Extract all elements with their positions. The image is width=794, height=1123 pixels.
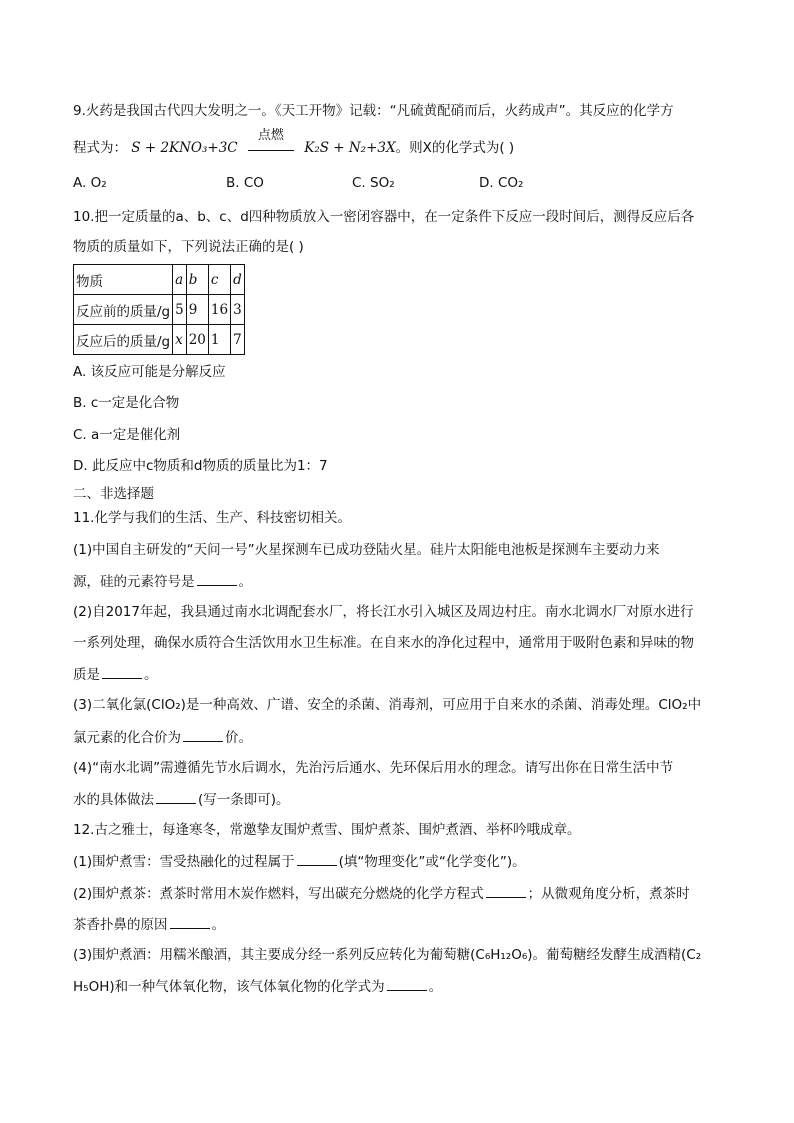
answer-blank[interactable]: [156, 789, 196, 804]
q9-equation-right: K₂S + N₂+3X: [304, 140, 396, 156]
q11-part4-line1: (4)“南水北调”需遵循先节水后调水，先治污后通水、先环保后用水的理念。请写出你在日常生活中节: [73, 760, 674, 776]
q11-part1-text: 源，硅的元素符号是: [73, 574, 195, 590]
q12-intro: 12.古之雅士，每逢寒冬，常邀挚友围炉煮雪、围炉煮茶、围炉煮酒、举杯吟哦成章。: [73, 822, 581, 838]
table-header-cell: d: [231, 265, 245, 295]
q10-option-a[interactable]: A. 该反应可能是分解反应: [73, 364, 226, 380]
q12-part2-line2: [73, 914, 225, 935]
q12-part2-text2: 茶香扑鼻的原因: [73, 917, 168, 933]
answer-blank[interactable]: [486, 883, 526, 898]
q12-part2-text: (2)围炉煮茶：煮茶时常用木炭作燃料，写出碳充分燃烧的化学方程式: [73, 886, 484, 902]
answer-blank[interactable]: [297, 851, 337, 866]
q12-part1-end: (填“物理变化”或“化学变化”)。: [338, 854, 526, 870]
answer-blank[interactable]: [197, 571, 237, 586]
section-title: 二、非选择题: [73, 486, 154, 502]
q11-part3-line1: (3)二氧化氯(ClO₂)是一种高效、广谱、安全的杀菌、消毒剂，可应用于自来水的杀菌、消毒处理。ClO₂中: [73, 697, 702, 713]
q11-part3-text: 氯元素的化合价为: [73, 730, 181, 746]
q10-line2: 物质的质量如下，下列说法正确的是( ): [73, 239, 304, 255]
q12-part2-line1: [73, 883, 690, 904]
q12-part3-line2: [73, 976, 442, 997]
q9-equation-left: S + 2KNO₃+3C: [131, 140, 238, 156]
q12-part2-end: 。: [211, 917, 225, 933]
reaction-bar: [248, 150, 294, 151]
table-cell: 3: [231, 295, 245, 325]
reaction-condition-arrow: [248, 128, 294, 158]
q9-option-d[interactable]: D. CO₂: [479, 175, 524, 191]
table-row: [74, 295, 245, 325]
q11-part2-end: 。: [144, 667, 158, 683]
q9-line2-suffix: 。则X的化学式为( ): [395, 140, 515, 156]
q12-part2-mid: ；从微观角度分析，煮茶时: [527, 886, 690, 902]
answer-blank[interactable]: [387, 976, 427, 991]
table-cell: 1: [208, 325, 230, 355]
table-row: [74, 325, 245, 355]
reaction-condition: 点燃: [257, 128, 284, 143]
table-cell: 16: [208, 295, 230, 325]
answer-blank[interactable]: [102, 664, 142, 679]
table-cell: x: [173, 325, 187, 355]
table-cell: 5: [173, 295, 187, 325]
answer-blank[interactable]: [183, 727, 223, 742]
q9-line1: 9.火药是我国古代四大发明之一。《天工开物》记载：“凡硫黄配硝而后，火药成声”。其反应的化学方: [73, 103, 674, 119]
table-cell: 20: [186, 325, 208, 355]
q12-part3-end: 。: [428, 979, 443, 995]
table-cell: 反应前的质量/g: [74, 295, 173, 325]
q12-part1: [73, 851, 526, 872]
q11-part3-line2: [73, 727, 252, 748]
table-header-row: [74, 265, 245, 295]
table-header-cell: b: [186, 265, 208, 295]
q9-option-c[interactable]: C. SO₂: [352, 175, 395, 191]
q10-line1: 10.把一定质量的a、b、c、d四种物质放入一密闭容器中，在一定条件下反应一段时间后，测得反应后各: [73, 209, 695, 225]
q10-option-c[interactable]: C. a一定是催化剂: [73, 427, 181, 443]
q11-part3-end: 价。: [225, 730, 252, 746]
q12-part3-text: H₅OH)和一种气体氧化物，该气体氧化物的化学式为: [73, 979, 385, 995]
q12-part1-text: (1)围炉煮雪：雪受热融化的过程属于: [73, 854, 295, 870]
answer-blank[interactable]: [170, 914, 210, 929]
q10-option-b[interactable]: B. c一定是化合物: [73, 395, 180, 411]
q9-line2: [73, 128, 515, 158]
q9-option-b[interactable]: B. CO: [226, 175, 264, 191]
q11-part1-end: 。: [238, 574, 252, 590]
q10-mass-table: [73, 264, 245, 355]
q11-part4-line2: [73, 789, 290, 810]
table-header-cell: 物质: [74, 265, 173, 295]
q11-part2-text: 质是: [73, 667, 100, 683]
q11-part1-line1: (1)中国自主研发的“天问一号”火星探测车已成功登陆火星。硅片太阳能电池板是探测车主要动力来: [73, 542, 660, 558]
q11-part4-text: 水的具体做法: [73, 792, 154, 808]
q10-option-d[interactable]: D. 此反应中c物质和d物质的质量比为1：7: [73, 458, 328, 474]
table-cell: 反应后的质量/g: [74, 325, 173, 355]
table-cell: 9: [186, 295, 208, 325]
q11-part1-line2: [73, 571, 252, 592]
q9-option-a[interactable]: A. O₂: [73, 175, 107, 191]
table-header-cell: a: [173, 265, 187, 295]
q9-line2-prefix: 程式为：: [73, 140, 127, 156]
table-cell: 7: [231, 325, 245, 355]
q11-part2-line1: (2)自2017年起，我县通过南水北调配套水厂，将长江水引入城区及周边村庄。南水北调水厂对原水进行: [73, 604, 694, 620]
table-header-cell: c: [208, 265, 230, 295]
q11-intro: 11.化学与我们的生活、生产、科技密切相关。: [73, 510, 351, 526]
q11-part4-end: (写一条即可)。: [198, 792, 290, 808]
q12-part3-line1: (3)围炉煮酒：用糯米酿酒，其主要成分经一系列反应转化为葡萄糖(C₆H₁₂O₆)。葡萄糖经发酵生成酒精(C₂: [73, 947, 702, 963]
q11-part2-line3: [73, 664, 158, 685]
q11-part2-line2: 一系列处理，确保水质符合生活饮用水卫生标准。在自来水的净化过程中，通常用于吸附色素和异味的物: [73, 635, 694, 651]
